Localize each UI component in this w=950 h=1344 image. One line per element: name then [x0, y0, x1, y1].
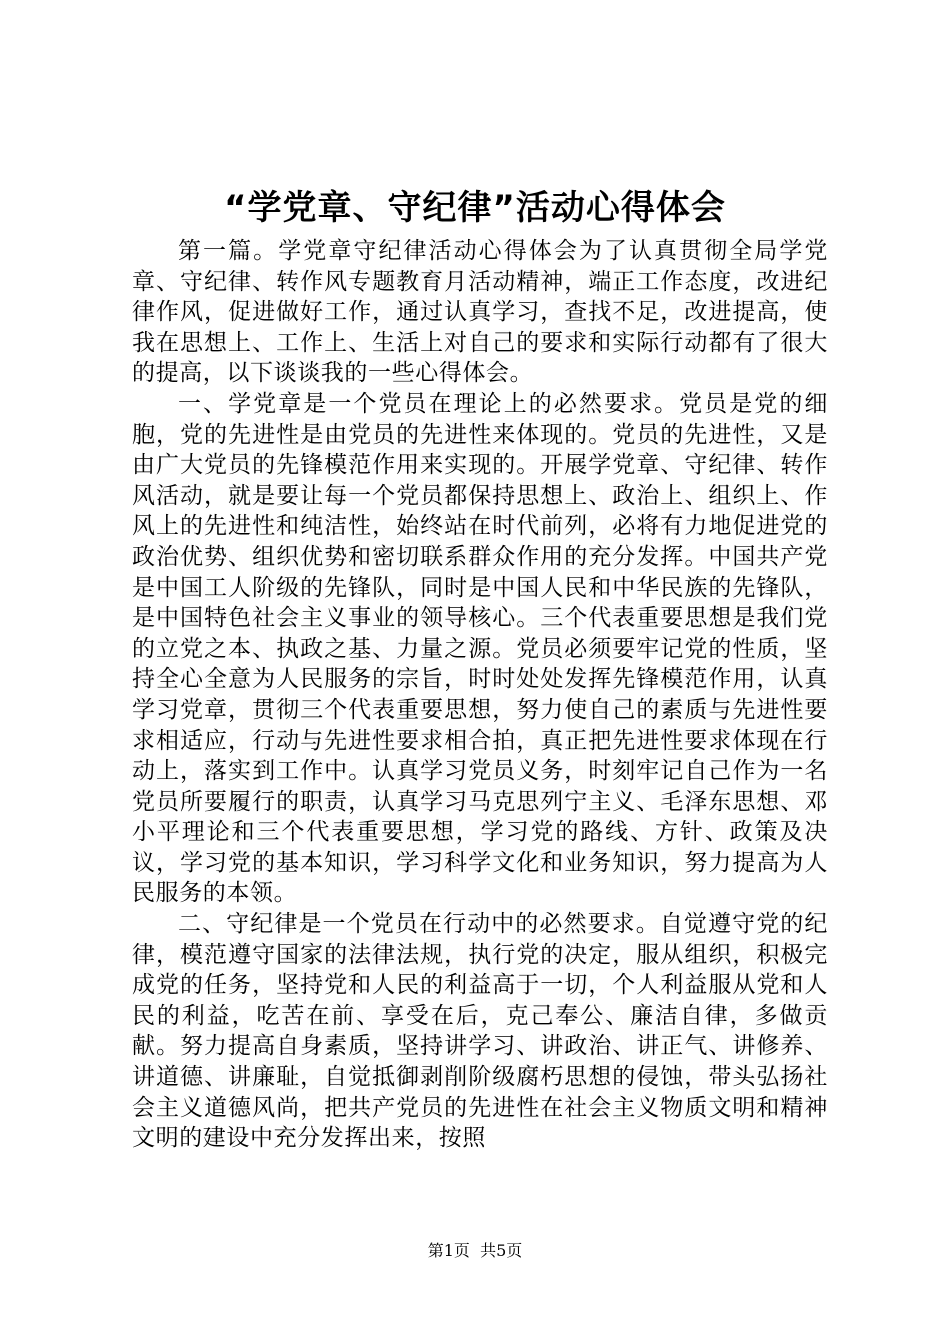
paragraph-intro: 第一篇。学党章守纪律活动心得体会为了认真贯彻全局学党章、守纪律、转作风专题教育月活动精神，端正工作态度，改进纪律作风，促进做好工作，通过认真学习，查找不足，改进提高，使我在思想上、工作上、生活上对自己的要求和实际行动都有了很大的提高，以下谈谈我的一些心得体会。	[132, 238, 828, 387]
document-body	[132, 236, 828, 1154]
document-title: “学党章、守纪律”活动心得体会	[224, 188, 726, 228]
page-footer	[0, 1240, 950, 1262]
paragraph-section-two: 二、守纪律是一个党员在行动中的必然要求。自觉遵守党的纪律，模范遵守国家的法律法规，执行党的决定，服从组织，积极完成党的任务，坚持党和人民的利益高于一切，个人利益服从党和人民的利益，吃苦在前、享受在后，克己奉公、廉洁自律，多做贡献。努力提高自身素质，坚持讲学习、讲政治、讲正气、讲修养、讲道德、讲廉耻，自觉抵御剥削阶级腐朽思想的侵蚀，带头弘扬社会主义道德风尚，把共产党员的先进性在社会主义物质文明和精神文明的建设中充分发挥出来，按照	[132, 911, 828, 1152]
page-number-total: 共5页	[480, 1241, 523, 1260]
footer-spacer	[470, 1241, 480, 1260]
page-number-current: 第1页	[427, 1241, 470, 1260]
paragraph-section-one: 一、学党章是一个党员在理论上的必然要求。党员是党的细胞，党的先进性是由党员的先进性来体现的。党员的先进性，又是由广大党员的先锋模范作用来实现的。开展学党章、守纪律、转作风活动，就是要让每一个党员都保持思想上、政治上、组织上、作风上的先进性和纯洁性，始终站在时代前列，必将有力地促进党的政治优势、组织优势和密切联系群众作用的充分发挥。中国共产党是中国工人阶级的先锋队，同时是中国人民和中华民族的先锋队，是中国特色社会主义事业的领导核心。三个代表重要思想是我们党的立党之本、执政之基、力量之源。党员必须要牢记党的性质，坚持全心全意为人民服务的宗旨，时时处处发挥先锋模范作用，认真学习党章，贯彻三个代表重要思想，努力使自己的素质与先进性要求相适应，行动与先进性要求相合拍，真正把先进性要求体现在行动上，落实到工作中。认真学习党员义务，时刻牢记自己作为一名党员所要履行的职责，认真学习马克思列宁主义、毛泽东思想、邓小平理论和三个代表重要思想，学习党的路线、方针、政策及决议，学习党的基本知识，学习科学文化和业务知识，努力提高为人民服务的本领。	[132, 390, 828, 907]
